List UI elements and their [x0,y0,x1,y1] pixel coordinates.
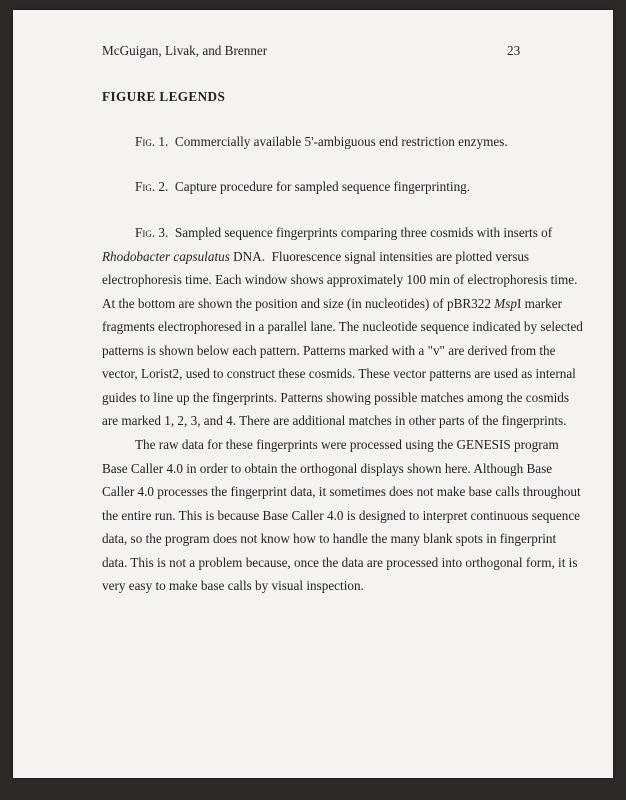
paragraph-line: Caller 4.0 processes the fingerprint data, it sometimes does not make base calls throughout [102,484,581,499]
figure-label: Fig. 1. [135,134,169,149]
paragraph-line: the entire run. This is because Base Caller 4.0 is designed to interpret continuous sequence [102,508,581,523]
legend-line: vector, Lorist2, used to construct these cosmids. These vector patterns are used as internal [102,366,576,381]
legend-line: guides to line up the fingerprints. Patterns showing possible matches among the cosmids [102,390,569,405]
legend-line [102,296,562,312]
legend-line: patterns is shown below each pattern. Patterns marked with a "v" are derived from the [102,343,556,358]
paragraph-line: The raw data for these fingerprints were processed using the GENESIS program [135,437,559,452]
paragraph-line: Base Caller 4.0 in order to obtain the orthogonal displays shown here. Although Base [102,461,553,476]
figure-label: Fig. 3. [135,225,169,240]
legend-text: DNA. Fluorescence signal intensities are plotted versus [229,249,530,264]
paragraph-line: data. This is not a problem because, once the data are processed into orthogonal form, it is [102,555,578,570]
legend-line [135,225,552,241]
paragraph-line: data, so the program does not know how to handle the many blank spots in fingerprint [102,531,557,546]
legend-text: Capture procedure for sampled sequence fingerprinting. [174,179,471,194]
legend-text: Commercially available 5'-ambiguous end restriction enzymes. [174,134,508,149]
enzyme-name: Msp [494,296,517,311]
legend-line [102,249,529,265]
running-header-authors: McGuigan, Livak, and Brenner [102,43,268,58]
legend-line: fragments electrophoresed in a parallel lane. The nucleotide sequence indicated by selected [102,319,583,334]
legend-text: I marker [516,296,563,311]
figure-legend-2 [135,179,470,195]
page-number: 23 [507,43,521,58]
legend-text: At the bottom are shown the position and size (in nucleotides) of pBR322 [102,296,495,311]
legend-line: electrophoresis time. Each window shows approximately 100 min of electrophoresis time. [102,272,578,287]
figure-label: Fig. 2. [135,179,169,194]
legend-line: are marked 1, 2, 3, and 4. There are additional matches in other parts of the fingerprints. [102,413,567,428]
legend-text: Sampled sequence fingerprints comparing three cosmids with inserts of [174,225,553,240]
figure-legend-1 [135,134,508,150]
section-title: FIGURE LEGENDS [102,89,226,104]
species-name: Rhodobacter capsulatus [102,249,230,264]
paragraph-line: very easy to make base calls by visual inspection. [102,578,364,593]
